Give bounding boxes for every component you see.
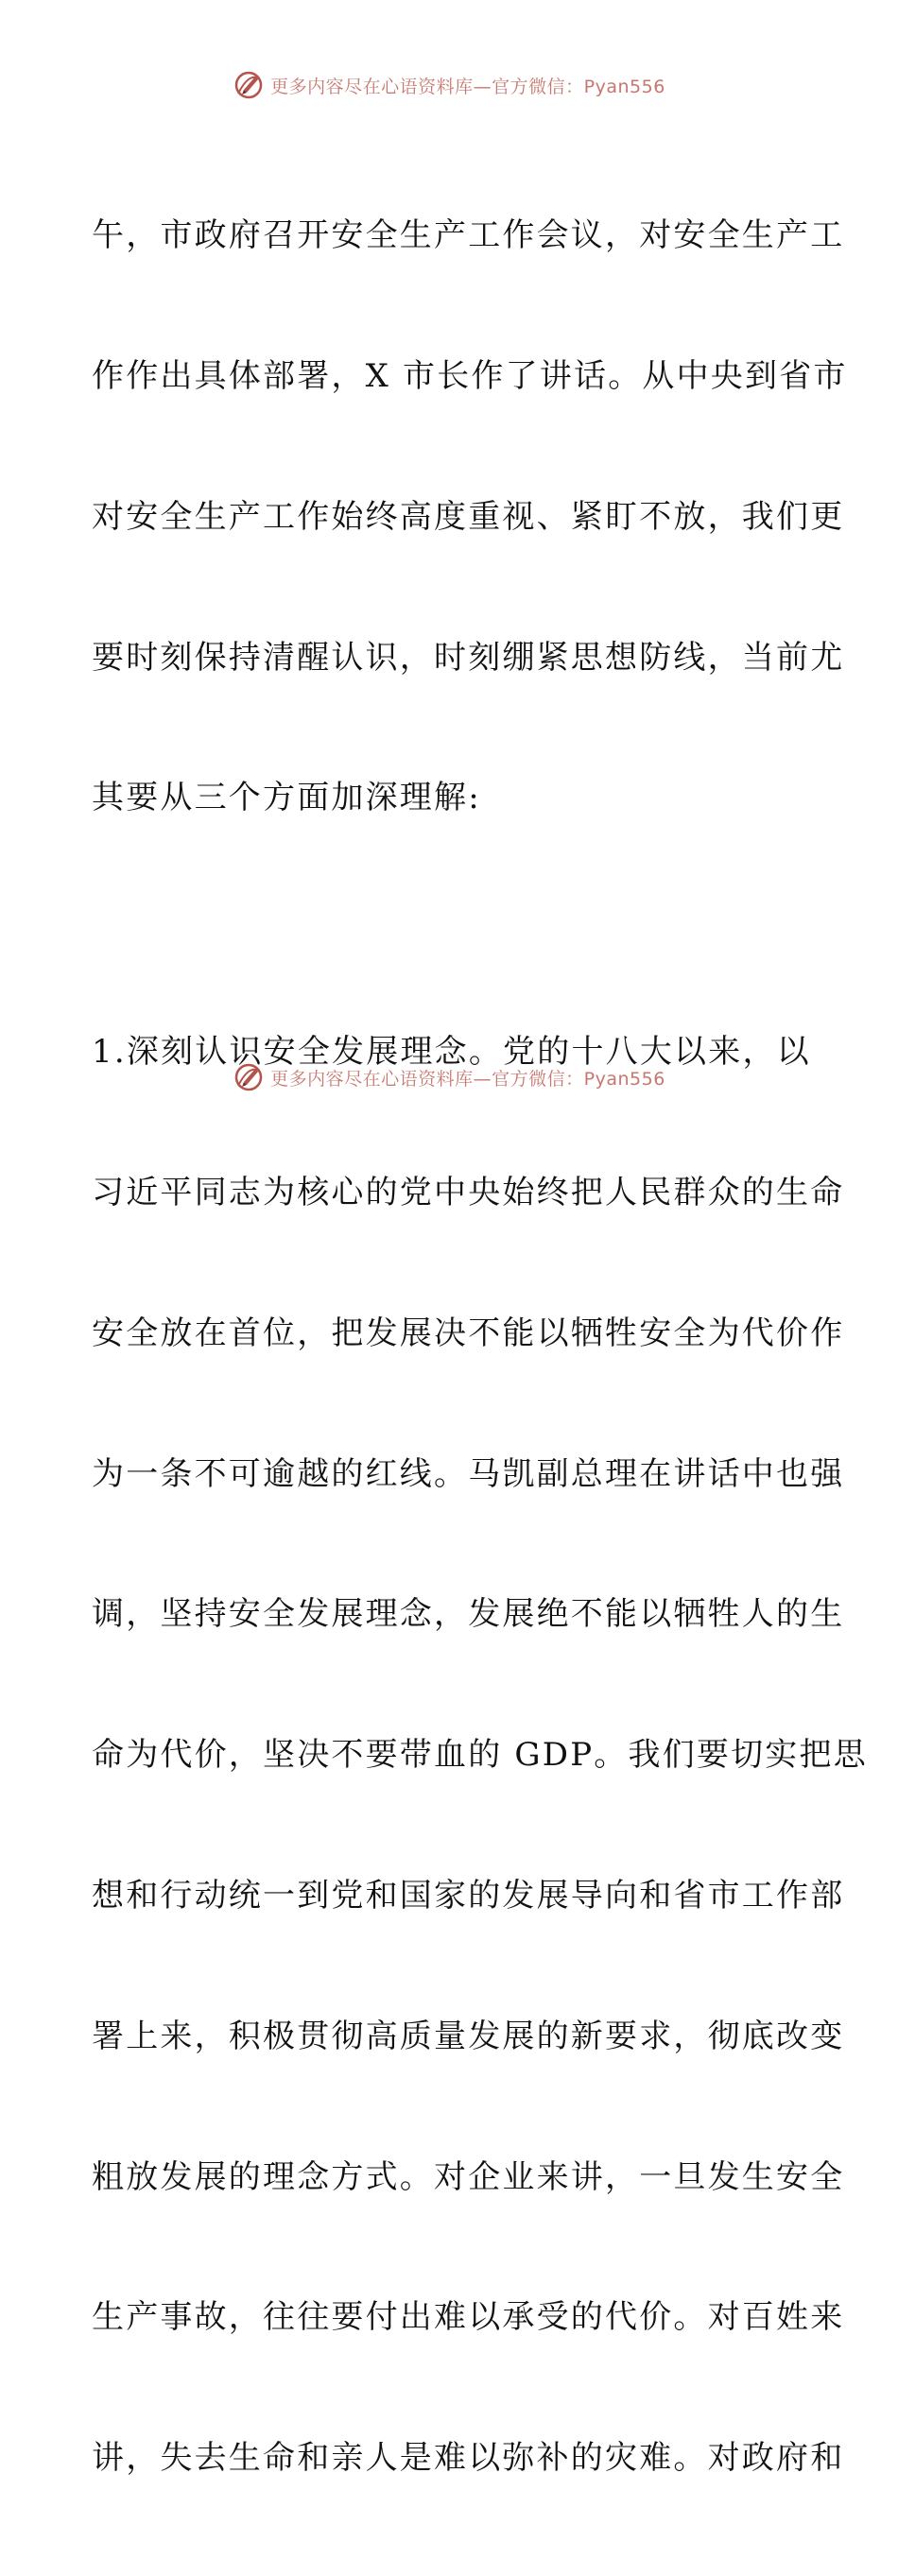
text-line: 要时刻保持清醒认识，时刻绷紧思想防线，当前尤 — [92, 638, 845, 677]
text-line: 习近平同志为核心的党中央始终把人民群众的生命 — [92, 1174, 845, 1212]
text-line: 想和行动统一到党和国家的发展导向和省市工作部 — [92, 1876, 845, 1915]
text-line: 1.深刻认识安全发展理念。党的十八大以来，以 — [92, 1033, 811, 1072]
text-line: 粗放发展的理念方式。对企业来讲，一旦发生安全 — [92, 2157, 845, 2196]
text-line: 安全放在首位，把发展决不能以牺牲安全为代价作 — [92, 1314, 845, 1352]
document-body — [92, 119, 868, 2576]
text-line: 午，市政府召开安全生产工作会议，对安全生产工 — [92, 216, 845, 255]
text-line: 调，坚持安全发展理念，发展绝不能以牺牲人的生 — [92, 1595, 845, 1634]
pen-logo-icon — [233, 69, 265, 101]
pen-logo-icon — [233, 1061, 265, 1093]
text-line: 其要从三个方面加深理解: — [92, 779, 481, 817]
text-line: 作作出具体部署，X 市长作了讲话。从中央到省市 — [92, 356, 848, 395]
paragraph-1 — [92, 119, 848, 916]
paragraph-2 — [92, 936, 868, 2576]
footer-watermark — [0, 1058, 898, 1096]
text-line: 讲，失去生命和亲人是难以弥补的灾难。对政府和 — [92, 2439, 845, 2478]
header-watermark — [0, 66, 898, 104]
text-line: 命为代价，坚决不要带血的 GDP。我们要切实把思 — [92, 1736, 868, 1775]
text-line: 生产事故，往往要付出难以承受的代价。对百姓来 — [92, 2298, 845, 2337]
text-line: 署上来，积极贯彻高质量发展的新要求，彻底改变 — [92, 2017, 845, 2055]
text-line: 为一条不可逾越的红线。马凯副总理在讲话中也强 — [92, 1454, 845, 1493]
watermark-text: 更多内容尽在心语资料库—官方微信：Pyan556 — [270, 76, 665, 97]
text-line: 对安全生产工作始终高度重视、紧盯不放，我们更 — [92, 497, 845, 536]
watermark-text: 更多内容尽在心语资料库—官方微信：Pyan556 — [270, 1068, 665, 1090]
